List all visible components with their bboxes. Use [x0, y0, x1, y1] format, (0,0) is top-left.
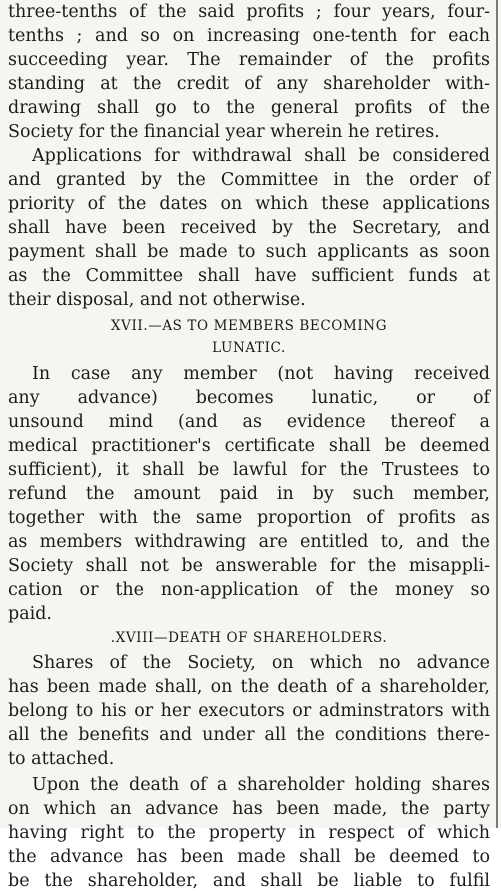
- column-rule: [496, 0, 498, 828]
- text-line: Upon the death of a shareholder holding shares: [32, 775, 490, 795]
- text-line: three-tenths of the said profits ; four years, four-: [8, 2, 490, 22]
- text-line: as the Committee shall have sufficient funds at: [8, 266, 490, 286]
- text-line: Shares of the Society, on which no advance: [32, 653, 490, 673]
- text-line: be the shareholder, and shall be liable to fulfil: [8, 871, 490, 891]
- text-line: In case any member (not having received: [32, 364, 490, 384]
- text-line: succeeding year. The remainder of the profits: [8, 50, 490, 70]
- text-line: payment shall be made to such applicants as soon: [8, 242, 490, 262]
- text-line: cation or the non-application of the money so: [8, 580, 490, 600]
- text-line: medical practitioner's certificate shall be deemed: [8, 436, 490, 456]
- text-line: their disposal, and not otherwise.: [8, 290, 306, 310]
- text-line: as members withdrawing are entitled to, and the: [8, 532, 490, 552]
- text-line: and granted by the Committee in the order of: [8, 170, 490, 190]
- text-line: the advance has been made shall be deemed to: [8, 847, 490, 867]
- text-line: tenths ; and so on increasing one-tenth for each: [8, 26, 490, 46]
- text-line: any advance) becomes lunatic, or of: [8, 388, 490, 408]
- text-line: has been made shall, on the death of a shareholder,: [8, 677, 490, 697]
- text-line: belong to his or her executors or adminstrators with: [8, 701, 490, 721]
- text-line: priority of the dates on which these applications: [8, 194, 490, 214]
- text-line: sufficient), it shall be lawful for the Trustees to: [8, 460, 490, 480]
- text-line: Society for the financial year wherein he retires.: [8, 122, 440, 142]
- section-heading: XVII.—AS TO MEMBERS BECOMING: [110, 318, 388, 334]
- text-line: refund the amount paid in by such member,: [8, 484, 490, 504]
- text-line: to attached.: [8, 749, 115, 769]
- text-line: unsound mind (and as evidence thereof a: [8, 412, 490, 432]
- text-line: on which an advance has been made, the party: [8, 799, 490, 819]
- text-line: having right to the property in respect of which: [8, 823, 490, 843]
- text-line: paid.: [8, 604, 52, 624]
- section-heading: .XVIII—DEATH OF SHAREHOLDERS.: [110, 630, 388, 646]
- text-line: all the benefits and under all the conditions there-: [8, 725, 490, 745]
- text-line: standing at the credit of any shareholder with-: [8, 74, 490, 94]
- text-line: shall have been received by the Secretary, and: [8, 218, 490, 238]
- text-line: Society shall not be answerable for the misappli-: [8, 556, 490, 576]
- text-line: drawing shall go to the general profits of the: [8, 98, 490, 118]
- text-line: together with the same proportion of profits as: [8, 508, 490, 528]
- text-line: Applications for withdrawal shall be considered: [32, 146, 490, 166]
- section-heading: LUNATIC.: [212, 340, 286, 356]
